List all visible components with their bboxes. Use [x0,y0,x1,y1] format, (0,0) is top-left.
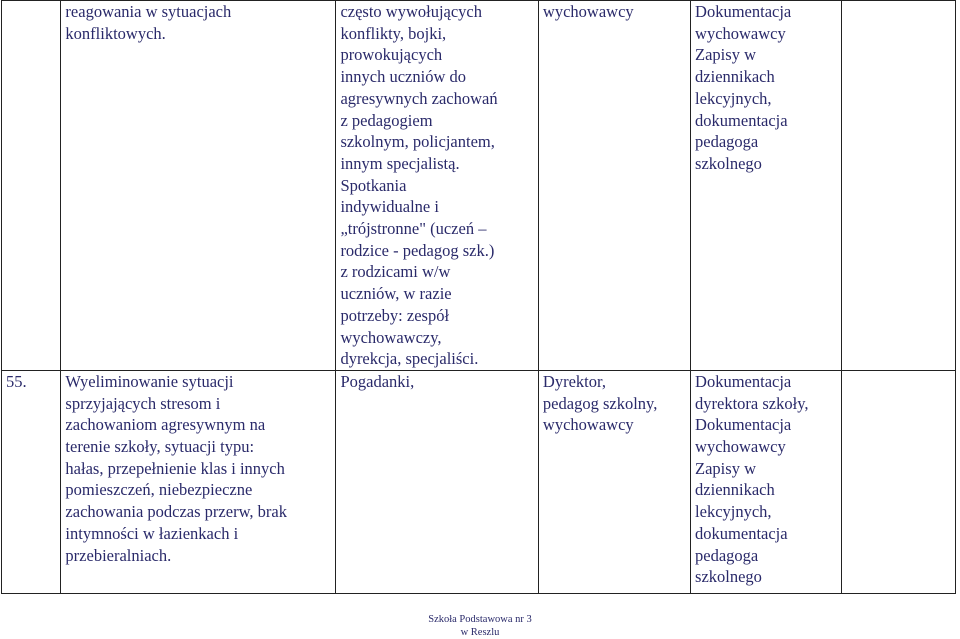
form-line: konflikty, bojki, [340,23,447,43]
task-line: przebieralniach. [65,545,172,565]
form-cell [336,1,538,371]
form-cell [336,370,538,593]
task-line: intymności w łazienkach i [65,523,239,543]
responsible-cell [538,370,690,593]
task-line: sprzyjających stresom i [65,393,221,413]
documentation-line: pedagoga [695,545,759,565]
documentation-line: dokumentacja [695,110,788,130]
documentation-line: Dokumentacja [695,415,792,435]
form-line: uczniów, w razie [340,284,452,304]
task-cell [61,370,336,593]
task-line: zachowaniom agresywnym na [65,415,266,435]
row-number-cell [2,1,61,371]
form-line: potrzeby: zespół [340,305,450,325]
form-line: z rodzicami w/w [340,262,451,282]
documentation-cell [691,370,842,593]
page-footer [0,613,960,639]
documentation-line: dziennikach [695,67,775,87]
form-line: szkolnym, policjantem, [340,132,495,152]
task-line: reagowania w sytuacjach [65,2,232,21]
documentation-line: lekcyjnych, [695,88,772,108]
form-line: „trójstronne" (uczeń – [340,219,487,239]
empty-cell [842,1,956,371]
empty-cell [842,370,956,593]
task-line: terenie szkoły, sytuacji typu: [65,437,255,457]
documentation-line: wychowawcy [695,23,786,43]
form-line: wychowawczy, [340,327,442,347]
form-line: często wywołujących [340,2,483,21]
documentation-line: pedagoga [695,132,759,152]
task-line: hałas, przepełnienie klas i innych [65,458,285,478]
responsible-line: wychowawcy [542,415,634,435]
form-line: Pogadanki, [340,371,415,391]
responsible-cell [538,1,690,371]
documentation-line: szkolnego [695,567,762,587]
footer-school-town: w Reszlu [460,627,500,638]
task-cell [61,1,336,371]
documentation-line: dokumentacja [695,523,788,543]
documentation-line: wychowawcy [695,437,786,457]
table-row [2,1,956,371]
form-line: Spotkania [340,175,407,195]
documentation-line: szkolnego [695,153,762,173]
documentation-cell [691,1,842,371]
row-number-cell [2,370,61,593]
documentation-line: lekcyjnych, [695,502,772,522]
documentation-line: Dokumentacja [695,2,792,21]
table-row [2,370,956,593]
form-line: innym specjalistą. [340,153,460,173]
documentation-line: Zapisy w [695,45,756,65]
form-line: z pedagogiem [340,110,433,130]
documentation-line: Dokumentacja [695,371,792,391]
task-line: konfliktowych. [65,23,166,43]
responsible-line: Dyrektor, [542,371,606,391]
responsible-line: wychowawcy [542,2,634,21]
form-line: indywidualne i [340,197,439,217]
form-line: dyrekcja, specjaliści. [340,349,479,369]
task-line: Wyeliminowanie sytuacji [65,371,234,391]
form-line: agresywnych zachowań [340,88,498,108]
responsible-line: pedagog szkolny, [542,393,658,413]
row-number: 55. [6,371,27,391]
form-line: rodzice - pedagog szk.) [340,240,495,260]
form-line: prowokujących [340,45,443,65]
program-table [1,0,956,594]
task-line: zachowania podczas przerw, brak [65,502,287,522]
documentation-line: dziennikach [695,480,775,500]
form-line: innych uczniów do [340,67,466,87]
documentation-line: Zapisy w [695,458,756,478]
task-line: pomieszczeń, niebezpieczne [65,480,253,500]
footer-school-name: Szkoła Podstawowa nr 3 [428,614,532,625]
documentation-line: dyrektora szkoły, [695,393,809,413]
